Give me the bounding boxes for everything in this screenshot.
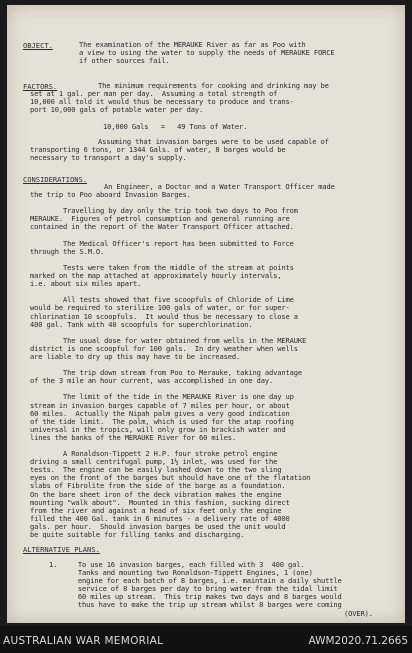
object-text: The examination of the MERAUKE River as far as Poo with a view to using the water to supply the needs of MERAUKE FORCE if other sources fail. xyxy=(79,40,335,66)
footer-accession-number: AWM2020.71.2665 xyxy=(308,635,408,647)
factors-equation: 10,000 Gals = 49 Tons of Water. xyxy=(103,122,248,131)
factors-text-2: Assuming that invasion barges were to be used capable of transporting 6 tons, or 1344 Gals. of water, 8 barges would be necessary to transport a day's supply. xyxy=(30,137,329,163)
object-heading: OBJECT. xyxy=(23,41,53,50)
considerations-text: An Engineer, a Doctor and a Water Transport Officer made the trip to Poo aboard Invasion Barges. Travelling by day only the trip took two days to Poo from MERAUKE. Figures of petrol consumption and general running are contained in the report of the Water Transport Officer attached. The Medical Officer's report has been submitted to Force through the S.M.O. Tests were taken from the middle of the stream at points marked on the map attached at approximately hourly intervals, i.e. about six miles apart. All tests showed that five scoopfuls of Chloride of Lime would be required to sterilize 100 gals of water, or for super- chlorination 10 scoopfuls. It would thus be necessary to close a 400 gal. Tank with 40 scoopfuls for superchlorination. The usual dose for water obtained from wells in the MERAUKE district is one scoopful for 100 gals. In dry weather when wells are liable to dry up this may have to be increased. The trip down stream from Poo to Merauke, taking advantage of the 3 mile an hour current, was accomplished in one day. The limit of the tide in the MERAUKE River is one day up stream in invasion barges capable of 7 miles per hour, or about 60 miles. Actually the Nipah palm gives a very good indication of the tide limit. The palm, which is used for the atap roofing universal in the tropics, will only grow in brackish water and lines the banks of the MERAUKE River for 60 miles. A Ronaldson-Tippett 2 H.P. four stroke petrol engine driving a small centrifugal pump, 1½ inlet, was used for the tests. The engine can be easily lashed down to the two sling eyes on the front of the barges but should have one of the flatation slabs of Fibrolite from the side of the barge as a foundation. On the bare sheet iron of the deck vibration makes the engine mounting "walk about". Mounted in this fashion, sucking direct from the river and against a head of six feet only the engine filled the 400 Gal. tank in 6 minutes - a delivery rate of 4000 gals. per hour. Should invasion barges be used the unit would be quite suitable for filling tanks and discharging. xyxy=(30,182,335,540)
document-page xyxy=(7,5,405,623)
over-marker: (OVER). xyxy=(344,609,373,618)
alternative-heading: ALTERNATIVE PLANS. xyxy=(23,545,100,554)
footer-institution: AUSTRALIAN WAR MEMORIAL xyxy=(3,635,164,647)
factors-heading: FACTORS. xyxy=(23,82,58,91)
considerations-heading: CONSIDERATIONS. xyxy=(23,175,88,184)
alternative-text: 1. To use 16 invasion barges, each filled with 3 400 gal. Tanks and mounting two Ronaldson-Tippett Engines, 1 (one) engine for each batch of 8 barges, i.e. maintain a daily shuttle service of 8 barges per day to bring water from the tidal limit 60 miles up stream. This trip makes two days and 8 barges would thus have to make the trip up stream whilst 8 barges were coming xyxy=(49,560,342,610)
factors-text: The minimum requirements for cooking and drinking may be set at 1 gal. per man per day. Assuming a total strength of 10,000 all told it would thus be necessary to produce and trans- port 10,000 gals of potable water per day. xyxy=(30,81,329,115)
archive-footer xyxy=(0,626,412,653)
